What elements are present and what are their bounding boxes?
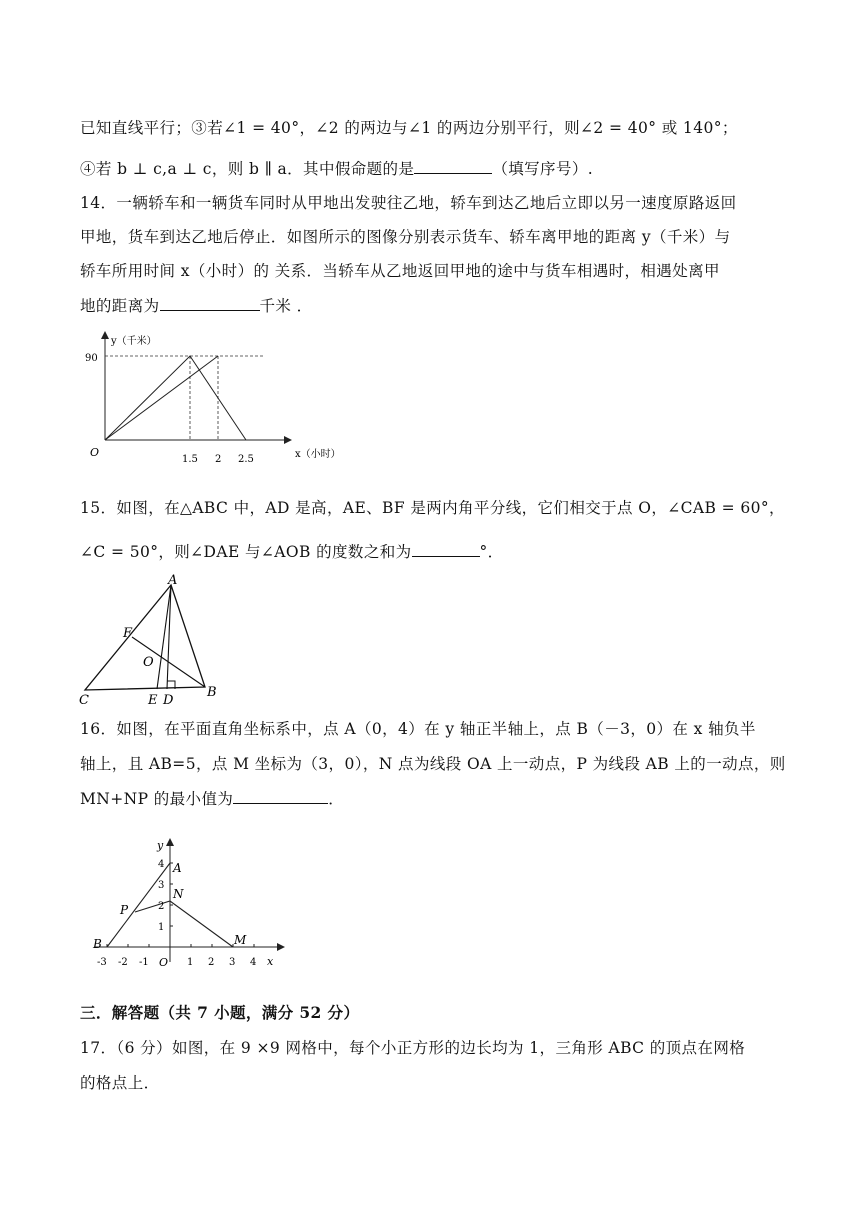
- q15-triangle-figure: [75, 570, 225, 710]
- x-tick-2.5: 2.5: [238, 454, 254, 465]
- x-tick-2: 2: [208, 957, 215, 968]
- label-f: F: [123, 626, 133, 641]
- section3-title: 三．解答题（共 7 小题，满分 52 分）: [80, 1003, 360, 1022]
- point-n-label: N: [173, 887, 184, 901]
- point-m-label: M: [234, 933, 247, 947]
- q14-line2: 甲地，货车到达乙地后停止．如图所示的图像分别表示货车、轿车离甲地的距离 y（千米）与: [80, 228, 731, 246]
- x-tick-neg3: -3: [97, 957, 107, 968]
- car-line: [105, 356, 246, 440]
- y-axis-label: y（千米）: [111, 336, 157, 347]
- truck-line: [105, 356, 218, 440]
- origin-label: O: [159, 956, 169, 969]
- q15-line2-text: ∠C = 50°，则∠DAE 与∠AOB 的度数之和为: [80, 543, 412, 561]
- axis-y-label: y: [157, 839, 164, 852]
- y-tick-90: 90: [85, 353, 98, 364]
- q16-line3-suffix: ．: [328, 790, 345, 808]
- q13-line2-text: ④若 b ⊥ c,a ⊥ c，则 b ∥ a．其中假命题的是: [80, 160, 415, 178]
- q16-line3-text: MN+NP 的最小值为: [80, 790, 234, 808]
- point-p-label: P: [120, 903, 129, 917]
- point-a-label: A: [173, 861, 182, 875]
- label-a: A: [168, 573, 178, 588]
- x-tick-4: 4: [250, 957, 257, 968]
- q13-answer-blank[interactable]: [414, 157, 492, 174]
- y-tick-2: 2: [158, 901, 165, 912]
- x-tick-1.5: 1.5: [182, 454, 198, 465]
- point-b-label: B: [93, 937, 102, 951]
- q14-line4-suffix: 千米 ．: [259, 297, 313, 315]
- q13-line2: [80, 157, 593, 179]
- q13-line2-suffix: （填写序号）.: [492, 160, 594, 178]
- q15-answer-blank[interactable]: [412, 540, 480, 557]
- label-d: D: [163, 693, 174, 708]
- q16-answer-blank[interactable]: [233, 787, 328, 804]
- q17-line2: 的格点上．: [80, 1074, 160, 1092]
- q15-line2-suffix: °．: [479, 543, 504, 561]
- x-tick-3: 3: [229, 957, 236, 968]
- q15-line1: 15．如图，在△ABC 中，AD 是高，AE、BF 是两内角平分线，它们相交于点 O，∠CAB = 60°，: [80, 499, 785, 517]
- q14-line4: [80, 294, 313, 316]
- y-tick-3: 3: [158, 880, 165, 891]
- label-o: O: [143, 655, 154, 670]
- x-tick-neg2: -2: [118, 957, 128, 968]
- q14-line1: 14．一辆轿车和一辆货车同时从甲地出发驶往乙地，轿车到达乙地后立即以另一速度原路返回: [80, 194, 737, 212]
- q14-line3: 轿车所用时间 x（小时）的 关系．当轿车从乙地返回甲地的途中与货车相遇时，相遇处离甲: [80, 262, 720, 280]
- q14-line4-text: 地的距离为: [80, 297, 160, 315]
- q15-line2: [80, 540, 504, 562]
- label-c: C: [79, 693, 89, 708]
- q16-coordinate-figure: [85, 832, 295, 977]
- label-b: B: [207, 685, 217, 700]
- q13-line1: 已知直线平行；③若∠1 = 40°，∠2 的两边与∠1 的两边分别平行，则∠2 = 40° 或 140°；: [80, 119, 738, 137]
- q14-answer-blank[interactable]: [160, 294, 260, 311]
- y-tick-4: 4: [158, 859, 165, 870]
- x-axis-label: x（小时）: [295, 449, 341, 460]
- path-p-n-m: [135, 901, 233, 947]
- q14-distance-time-graph: [80, 325, 370, 470]
- x-tick-neg1: -1: [139, 957, 149, 968]
- origin-label: O: [90, 446, 100, 459]
- q16-line1: 16．如图，在平面直角坐标系中，点 A（0，4）在 y 轴正半轴上，点 B（－3，0）在 x 轴负半: [80, 720, 756, 738]
- y-tick-1: 1: [158, 922, 165, 933]
- q16-line2: 轴上，且 AB=5，点 M 坐标为（3，0），N 点为线段 OA 上一动点，P 为线段 AB 上的一动点，则: [80, 755, 786, 773]
- q16-line3: [80, 787, 344, 809]
- axis-x-label: x: [267, 955, 274, 968]
- x-tick-1: 1: [187, 957, 194, 968]
- q17-line1: 17．（6 分）如图，在 9 ×9 网格中，每个小正方形的边长均为 1，三角形 ABC 的顶点在网格: [80, 1039, 746, 1057]
- x-tick-2: 2: [215, 454, 222, 465]
- label-e: E: [148, 693, 158, 708]
